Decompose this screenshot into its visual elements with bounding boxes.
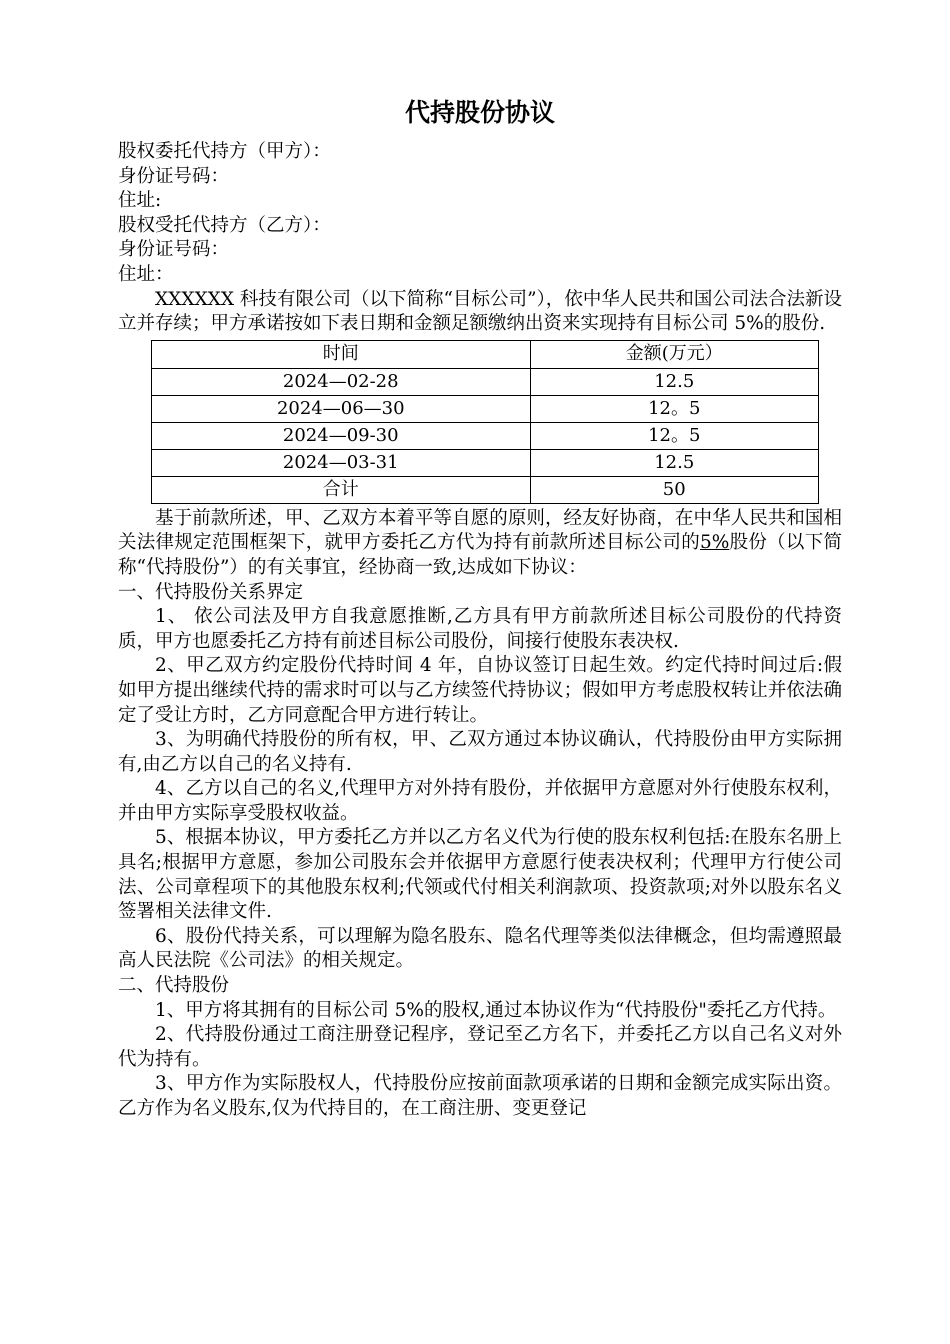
table-row — [152, 368, 819, 395]
header-date: 时间 — [152, 340, 531, 368]
document-page — [118, 96, 842, 1122]
table-cell-date: 2024—09-30 — [152, 422, 531, 449]
table-header-row — [152, 340, 819, 368]
table-cell-amount: 12.5 — [530, 449, 819, 476]
table-row — [152, 449, 819, 476]
table-row — [152, 395, 819, 422]
section-1-item-2: 2、甲乙双方约定股份代持时间 4 年，自协议签订日起生效。约定代持时间过后:假如甲方提出继续代持的需求时可以与乙方续签代持协议；假如甲方考虑股权转让并依法确定了受让方时，乙方同意配合甲方进行转让。 — [118, 655, 842, 726]
basis-text-start: 基于前款所述，甲、乙双方本着平等自愿的原则，经友好协商，在中华人民共和国相关法律规定范围框架下，就甲方委托乙方代为持有前款所述目标公司的 — [118, 507, 842, 554]
section-2-item-1: 1、甲方将其拥有的目标公司 5%的股权,通过本协议作为“代持股份"委托乙方代持。 — [155, 999, 837, 1021]
table-cell-amount: 12。5 — [530, 422, 819, 449]
party-b-address-label: 住址： — [118, 263, 174, 285]
section-1-item-4: 4、乙方以自己的名义,代理甲方对外持有股份，并依据甲方意愿对外行使股东权利，并由甲方实际享受股权收益。 — [118, 778, 842, 824]
table-cell-amount: 12。5 — [530, 395, 819, 422]
party-b-label: 股权受托代持方（乙方）： — [118, 214, 331, 236]
table-cell-date: 2024—02-28 — [152, 368, 531, 395]
basis-paragraph — [118, 507, 842, 581]
table-cell-date: 2024—03-31 — [152, 449, 531, 476]
table-cell-total-label: 合计 — [152, 476, 531, 503]
party-a-id-label: 身份证号码： — [118, 165, 230, 187]
section-1-item-3: 3、为明确代持股份的所有权，甲、乙双方通过本协议确认，代持股份由甲方实际拥有,由乙方以自己的名义持有. — [118, 729, 842, 775]
section-1-heading: 一、代持股份关系界定 — [118, 581, 304, 603]
section-2-item-2: 2、代持股份通过工商注册登记程序，登记至乙方名下，并委托乙方以自己名义对外代为持有。 — [118, 1024, 842, 1070]
section-2-heading: 二、代持股份 — [118, 975, 230, 997]
party-a-address-label: 住址: — [118, 190, 162, 212]
table-cell-date: 2024—06—30 — [152, 395, 531, 422]
table-total-row — [152, 476, 819, 503]
intro-paragraph: XXXXXX 科技有限公司（以下简称“目标公司”），依中华人民共和国公司法合法新设立并存续；甲方承诺按如下表日期和金额足额缴纳出资来实现持有目标公司 5%的股份. — [118, 288, 842, 335]
document-title: 代持股份协议 — [404, 98, 555, 127]
table-row — [152, 422, 819, 449]
section-2-item-3: 3、甲方作为实际股权人，代持股份应按前面款项承诺的日期和金额完成实际出资。乙方作为名义股东,仅为代持目的，在工商注册、变更登记 — [118, 1073, 842, 1119]
section-1-item-1: 1、 依公司法及甲方自我意愿推断,乙方具有甲方前款所述目标公司股份的代持资质，甲方也愿委托乙方持有前述目标公司股份，间接行使股东表决权. — [118, 606, 842, 652]
table-cell-amount: 12.5 — [530, 368, 819, 395]
basis-percentage: 5% — [699, 532, 730, 554]
payment-schedule-table — [151, 340, 819, 504]
section-1-item-5: 5、根据本协议，甲方委托乙方并以乙方名义代为行使的股东权利包括:在股东名册上具名;根据甲方意愿，参加公司股东会并依据甲方意愿行使表决权利；代理甲方行使公司法、公司章程项下的其他股东权利;代领或代付相关利润款项、投资款项;对外以股东名义签署相关法律文件. — [118, 827, 842, 923]
party-a-label: 股权委托代持方（甲方）： — [118, 141, 331, 162]
section-1-item-6: 6、股份代持关系，可以理解为隐名股东、隐名代理等类似法律概念，但均需遵照最高人民法院《公司法》的相关规定。 — [118, 925, 842, 972]
table-cell-total-amount: 50 — [530, 476, 819, 503]
basis-text-end: 股份（以下简称“代持股份”）的有关事宜，经协商一致,达成如下协议： — [118, 532, 842, 578]
party-b-id-label: 身份证号码： — [118, 239, 230, 261]
header-amount: 金额(万元） — [530, 340, 819, 368]
